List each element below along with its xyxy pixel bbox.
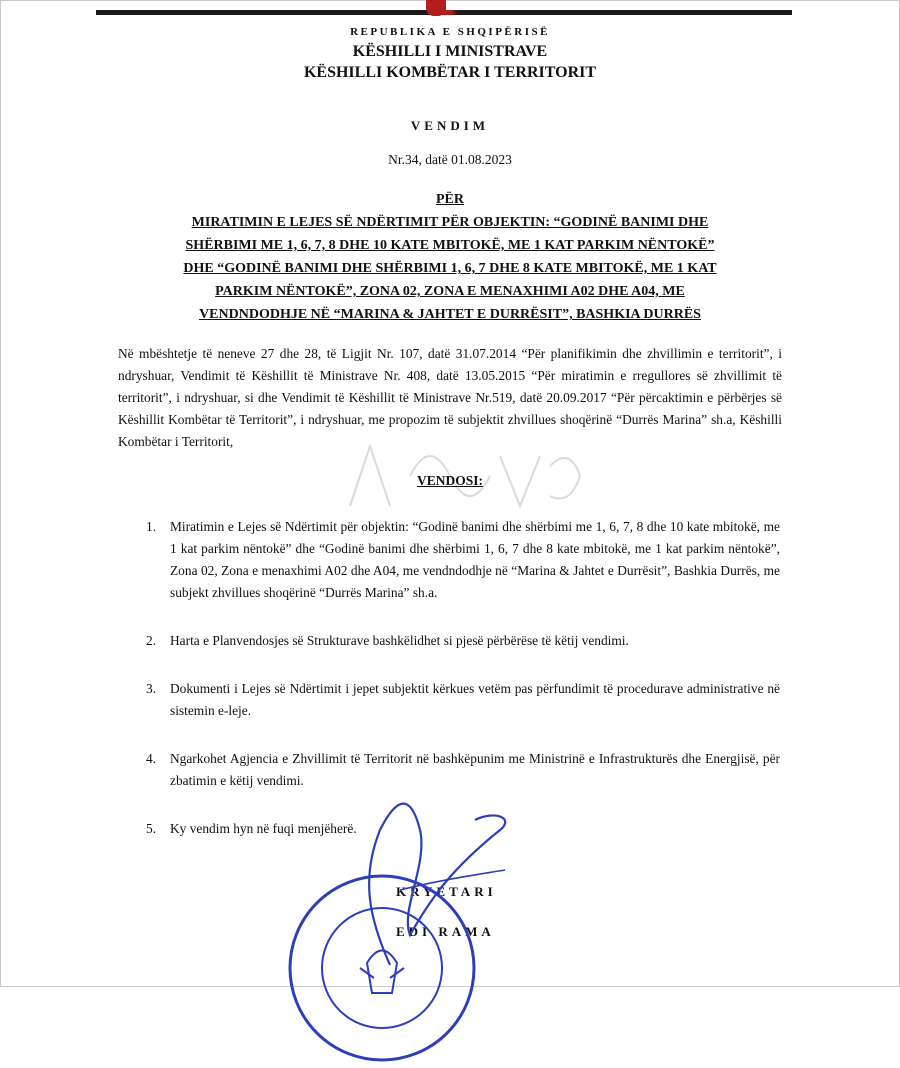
title-line: MIRATIMIN E LEJES SË NDËRTIMIT PËR OBJEKTIN: “GODINË BANIMI DHE: [191, 215, 709, 230]
decision-title: [120, 188, 780, 326]
title-line: PËR: [436, 192, 464, 207]
list-item: [118, 678, 780, 722]
item-text: Harta e Planvendosjes së Strukturave bashkëlidhet si pjesë përbërëse të këtij vendimi.: [170, 633, 629, 648]
document-type: VENDIM: [410, 118, 490, 133]
vendosi-heading: VENDOSI:: [416, 473, 483, 488]
title-line: DHE “GODINË BANIMI DHE SHËRBIMI 1, 6, 7 DHE 8 KATE MBITOKË, ME 1 KAT: [183, 261, 717, 276]
title-line: VENDNDODHJE NË “MARINA & JAHTET E DURRËSIT”, BASHKIA DURRËS: [199, 307, 701, 322]
header-republika: REPUBLIKA E SHQIPËRISË: [350, 26, 550, 38]
item-number: 5.: [146, 821, 157, 836]
list-item: [118, 516, 780, 604]
item-text: Miratimin e Lejes së Ndërtimit për objektin: “Godinë banimi dhe shërbimi me 1, 6, 7, 8 dhe 10 kate mbitokë, me 1 kat parkim nëntokë” dhe “Godinë banimi dhe shërbimi 1, 6, 7 dhe 8 kate mbitokë, me 1 kat parkim nëntokë”, Zona 02, Zona e menaxhimi A02 dhe A04, me vendndodhje në “Marina & Jahtet e Durrësit”, Bashkia Durrës, me subjekt zhvillues shoqërinë “Durrës Marina” sh.a.: [170, 519, 780, 600]
signatory-name: EDI RAMA: [396, 924, 495, 939]
handwritten-signature: [300, 770, 560, 970]
item-text: Ky vendim hyn në fuqi menjëherë.: [170, 821, 357, 836]
document-number-date: Nr.34, datë 01.08.2023: [388, 152, 512, 167]
header-keshilli: KËSHILLI I MINISTRAVE: [352, 43, 548, 60]
preamble-paragraph: Në mbështetje të neneve 27 dhe 28, të Ligjit Nr. 107, datë 31.07.2014 “Për planifikimin dhe zhvillimin e territorit”, i ndryshuar, Vendimit të Këshillit të Ministrave Nr. 408, datë 13.05.2015 “Për miratimin e rregullores së zhvillimit të territorit”, i ndryshuar, si dhe Vendimit të Këshillit të Ministrave Nr.519, datë 20.09.2017 “Për përcaktimin e përbërjes së Këshillit Kombëtar të Territorit”, i ndryshuar, me propozim të subjektit zhvillues shoqërinë “Durrës Marina” sh.a, Këshilli Kombëtar i Territorit,: [118, 346, 782, 449]
item-number: 2.: [146, 633, 157, 648]
title-line: PARKIM NËNTOKË”, ZONA 02, ZONA E MENAXHIMI A02 DHE A04, ME: [215, 284, 685, 299]
item-text: Ngarkohet Agjencia e Zhvillimit të Territorit në bashkëpunim me Ministrinë e Infrastrukturës dhe Energjisë, për zbatimin e këtij vendimi.: [170, 751, 780, 788]
title-line: SHËRBIMI ME 1, 6, 7, 8 DHE 10 KATE MBITOKË, ME 1 KAT PARKIM NËNTOKË”: [185, 238, 715, 253]
eagle-emblem-icon: [426, 0, 446, 16]
signatory-title: KRYETARI: [396, 884, 497, 899]
item-number: 4.: [146, 751, 157, 766]
item-number: 3.: [146, 681, 157, 696]
header-kombetar: KËSHILLI KOMBËTAR I TERRITORIT: [303, 64, 597, 81]
item-number: 1.: [146, 519, 157, 534]
list-item: [118, 630, 780, 652]
item-text: Dokumenti i Lejes së Ndërtimit i jepet subjektit kërkues vetëm pas përfundimit të procedurave administrative në sistemin e-leje.: [170, 681, 780, 718]
